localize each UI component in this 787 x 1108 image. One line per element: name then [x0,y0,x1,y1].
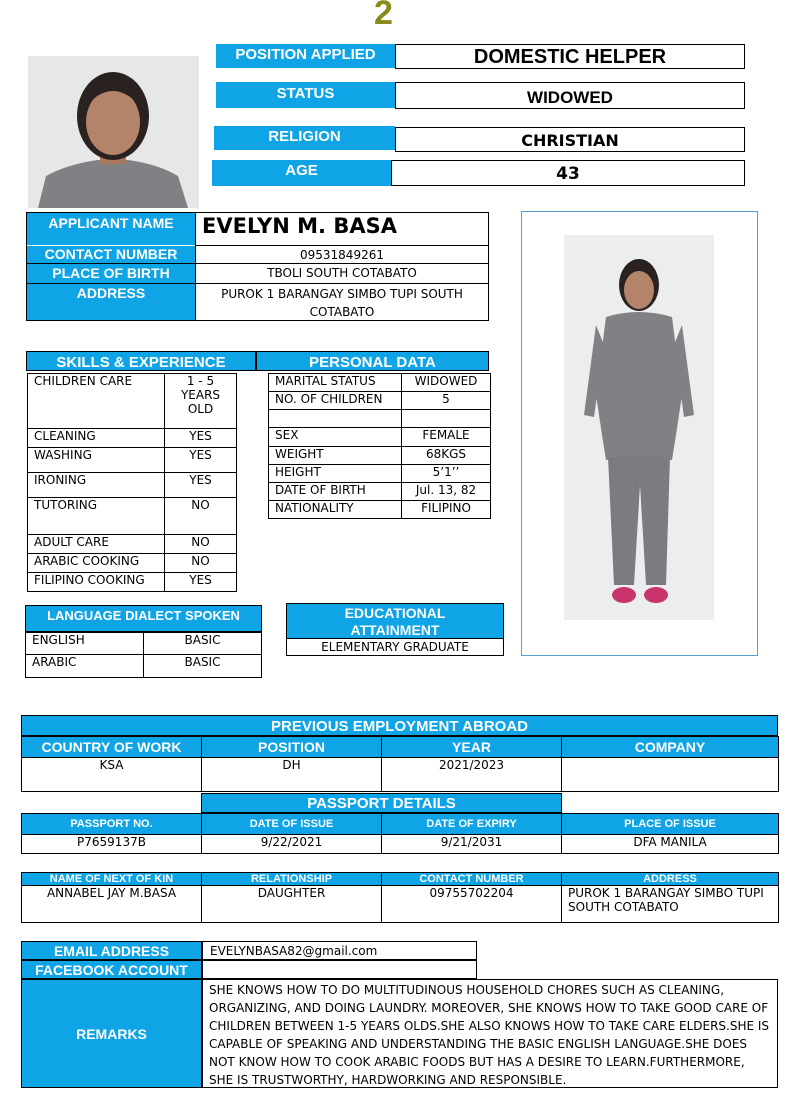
personal-value: 5 [402,392,491,410]
religion-label: RELIGION [214,126,395,150]
passport-row [22,814,779,835]
contact-number-value: 09531849261 [300,248,384,262]
applicant-name-label: APPLICANT NAME [27,213,195,245]
personal-label: SEX [269,428,402,447]
company-cell [562,758,779,792]
personal-value: Jul. 13, 82 [402,483,491,501]
relationship-cell: RELATIONSHIP [202,873,382,886]
address-value: PUROK 1 BARANGAY SIMBO TUPI SOUTH COTABATO [221,287,463,319]
employment-row [22,758,779,792]
skills-title: SKILLS & EXPERIENCE [26,351,256,371]
education-title: EDUCATIONAL ATTAINMENT [286,603,504,639]
personal-label: HEIGHT [269,465,402,483]
remarks-label-text: REMARKS [76,1025,147,1042]
personal-row [269,374,491,392]
personal-row [269,428,491,447]
year-cell: 2021/2023 [382,758,562,792]
position-label: POSITION APPLIED [216,44,395,68]
skill-row [28,374,237,429]
kin-row [22,886,779,923]
personal-label: MARITAL STATUS [269,374,402,392]
skill-name: CLEANING [28,429,165,448]
status-label: STATUS [216,82,395,108]
education-value: ELEMENTARY GRADUATE [286,638,504,656]
language-row [26,655,262,678]
place-of-birth-label: PLACE OF BIRTH [27,264,195,283]
skills-grid [27,373,237,592]
skill-value: YES [165,573,237,592]
address-label: ADDRESS [27,284,195,320]
language-level: BASIC [144,655,262,678]
page-number: 2 [374,0,393,32]
kin-grid [21,872,779,923]
language-grid [25,632,262,678]
personal-value: 5’1’’ [402,465,491,483]
skill-name: ADULT CARE [28,535,165,554]
place-of-birth-value: TBOLI SOUTH COTABATO [267,266,417,280]
personal-row [269,483,491,501]
kin-contact-cell: CONTACT NUMBER [382,873,562,886]
year-cell: YEAR [382,737,562,758]
kin-name-cell: NAME OF NEXT OF KIN [22,873,202,886]
personal-row [269,410,491,428]
skill-row [28,573,237,592]
kin-name-cell: ANNABEL JAY M.BASA [22,886,202,923]
personal-value: WIDOWED [402,374,491,392]
skill-row [28,448,237,473]
remarks-label [21,979,202,1088]
skill-row [28,473,237,498]
skill-value: NO [165,498,237,535]
age-label: AGE [212,160,391,186]
skill-value: NO [165,554,237,573]
age-value: 43 [391,160,745,186]
position-cell: POSITION [202,737,382,758]
position-cell: DH [202,758,382,792]
skill-row [28,429,237,448]
personal-row [269,501,491,519]
passport-grid [21,813,779,854]
passport-no-cell: PASSPORT NO. [22,814,202,835]
skill-value: YES [165,448,237,473]
language-row [26,633,262,655]
personal-row [269,392,491,410]
passport-no-cell: P7659137B [22,835,202,854]
language-title: LANGUAGE DIALECT SPOKEN [25,605,262,632]
issue-place-cell: PLACE OF ISSUE [562,814,779,835]
personal-value: 68KGS [402,447,491,465]
personal-title: PERSONAL DATA [256,351,489,371]
kin-row [22,873,779,886]
personal-row [269,447,491,465]
personal-label: NO. OF CHILDREN [269,392,402,410]
personal-value: FEMALE [402,428,491,447]
applicant-name-value: EVELYN M. BASA [202,214,397,238]
personal-value [402,410,491,428]
personal-label: DATE OF BIRTH [269,483,402,501]
language-name: ARABIC [26,655,144,678]
language-name: ENGLISH [26,633,144,655]
kin-address-cell: ADDRESS [562,873,779,886]
skill-row [28,535,237,554]
expiry-date-cell: DATE OF EXPIRY [382,814,562,835]
language-level: BASIC [144,633,262,655]
full-body-photo [564,235,714,620]
skill-name: ARABIC COOKING [28,554,165,573]
skill-value: 1 - 5 YEARS OLD [165,374,237,429]
personal-label: WEIGHT [269,447,402,465]
status-value: WIDOWED [395,82,745,109]
expiry-date-cell: 9/21/2031 [382,835,562,854]
skill-name: FILIPINO COOKING [28,573,165,592]
issue-place-cell: DFA MANILA [562,835,779,854]
country-cell: COUNTRY OF WORK [22,737,202,758]
relationship-cell: DAUGHTER [202,886,382,923]
email-label: EMAIL ADDRESS [21,941,202,960]
personal-row [269,465,491,483]
issue-date-cell: DATE OF ISSUE [202,814,382,835]
skill-name: TUTORING [28,498,165,535]
email-value: EVELYNBASA82@gmail.com [202,941,477,960]
skill-value: YES [165,473,237,498]
skill-name: IRONING [28,473,165,498]
headshot-photo [28,56,199,208]
country-cell: KSA [22,758,202,792]
skill-value: YES [165,429,237,448]
company-cell: COMPANY [562,737,779,758]
kin-contact-cell: 09755702204 [382,886,562,923]
personal-label [269,410,402,428]
remarks-text: SHE KNOWS HOW TO DO MULTITUDINOUS HOUSEHOLD CHORES SUCH AS CLEANING, ORGANIZING, AND DOING LAUNDRY. MOREOVER, SHE KNOWS HOW TO TAKE GOOD CARE OF CHILDREN BETWEEN 1-5 YEARS OLDS.SHE ALSO KNOWS HOW TO TAKE CARE ELDERS.SHE IS CAPABLE OF SPEAKING AND UNDERSTANDING THE BASIC ENGLISH LANGUAGE.SHE DOES NOT KNOW HOW TO COOK ARABIC FOODS BUT HAS A DESIRE TO LEARN.FURTHERMORE, SHE IS TRUSTWORTHY, HARDWORKING AND RESPONSIBLE. [202,979,778,1088]
position-value: DOMESTIC HELPER [395,44,745,69]
skill-row [28,554,237,573]
employment-row [22,737,779,758]
passport-title: PASSPORT DETAILS [201,793,562,813]
skill-name: CHILDREN CARE [28,374,165,429]
facebook-label: FACEBOOK ACCOUNT [21,960,202,979]
religion-value: CHRISTIAN [395,127,745,152]
employment-title: PREVIOUS EMPLOYMENT ABROAD [21,715,778,736]
issue-date-cell: 9/22/2021 [202,835,382,854]
skill-name: WASHING [28,448,165,473]
contact-number-label: CONTACT NUMBER [27,246,195,263]
passport-row [22,835,779,854]
facebook-value [202,960,477,979]
kin-address-cell: PUROK 1 BARANGAY SIMBO TUPI SOUTH COTABATO [562,886,779,923]
personal-label: NATIONALITY [269,501,402,519]
personal-value: FILIPINO [402,501,491,519]
employment-grid [21,736,779,792]
personal-grid [268,373,491,519]
skill-row [28,498,237,535]
skill-value: NO [165,535,237,554]
full-body-photo-frame [521,211,758,656]
